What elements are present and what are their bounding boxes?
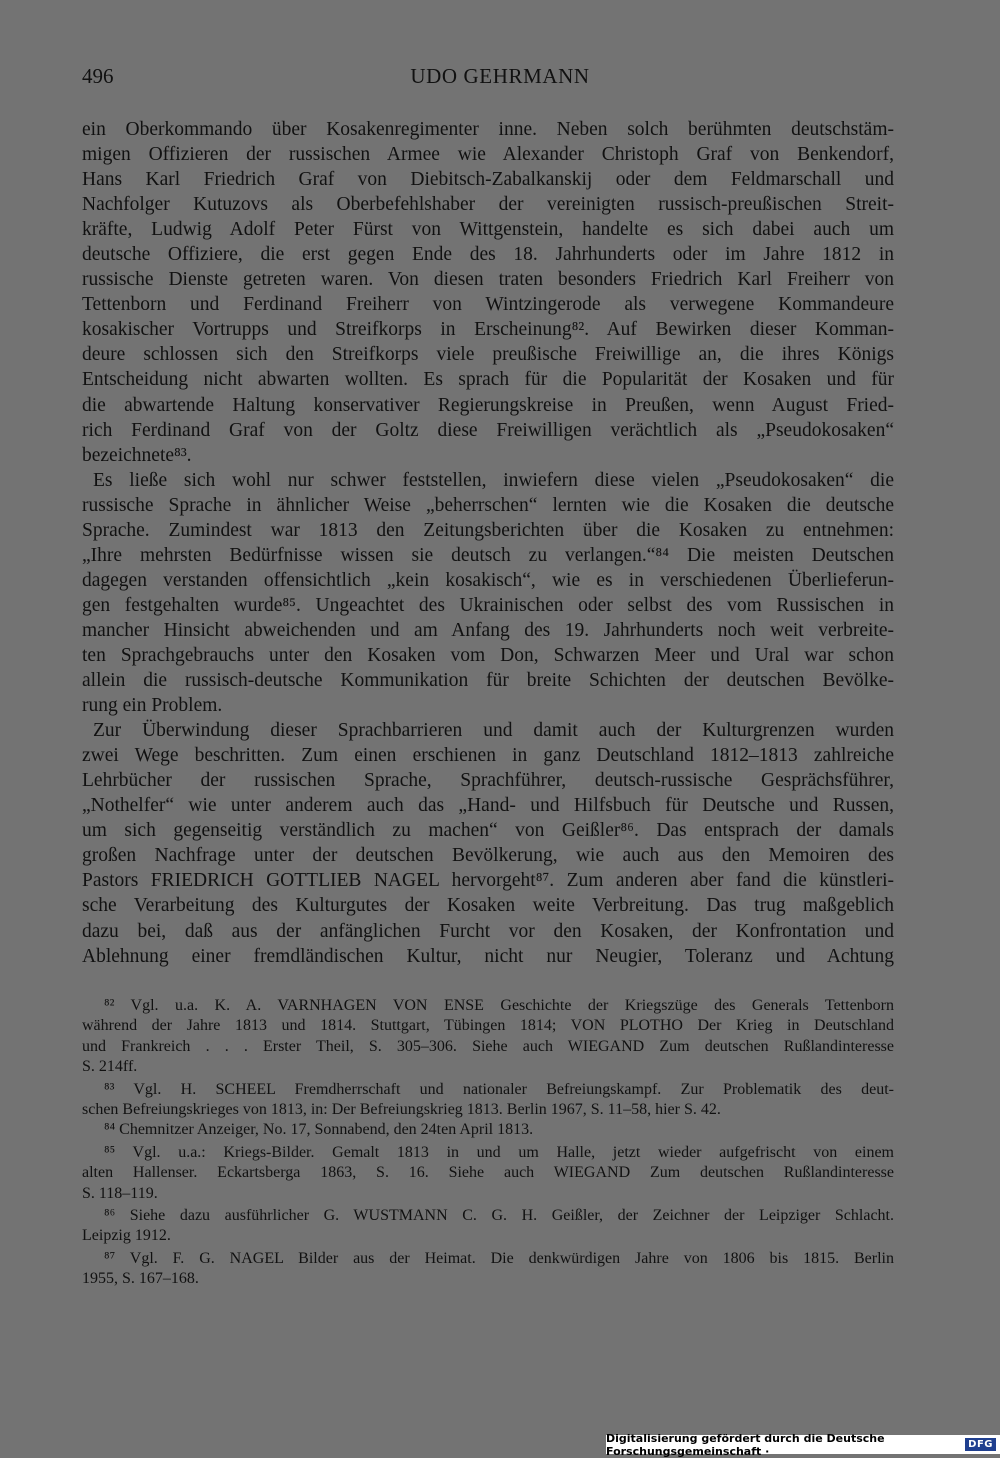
digitization-banner (606, 1431, 1000, 1458)
text-line: migen Offizieren der russischen Armee wie Alexander Christoph Graf von Benkendorf, (82, 144, 894, 166)
footnote-line: ⁸² Vgl. u.a. K. A. VARNHAGEN VON ENSE Geschichte der Kriegszüge des Generals Tettenborn (104, 997, 894, 1014)
text-line: gen festgehalten wurde⁸⁵. Ungeachtet des Ukrainischen oder selbst des vom Russischen in (82, 594, 894, 616)
text-line: mancher Hinsicht abweichenden und am Anfang des 19. Jahrhunderts noch weit verbreite- (82, 619, 894, 641)
text-line: Nachfolger Kutuzovs als Oberbefehlshaber der vereinigten russisch-preußischen Streit- (82, 194, 894, 216)
banner-text: Digitalisierung gefördert durch die Deutsche Forschungsgemeinschaft · (606, 1431, 885, 1458)
text-line: Pastors FRIEDRICH GOTTLIEB NAGEL hervorgeht⁸⁷. Zum anderen aber fand die künstleri- (82, 870, 894, 892)
footnote-line: ⁸⁵ Vgl. u.a.: Kriegs-Bilder. Gemalt 1813 in und um Halle, jetzt wieder aufgefrischt von einem (104, 1143, 894, 1161)
body-text (82, 117, 894, 969)
footnote-line: ⁸⁶ Siehe dazu ausführlicher G. WUSTMANN C. G. H. Geißler, der Zeichner der Leipziger Schlacht. (104, 1206, 894, 1224)
footnote-line: ⁸³ Vgl. H. SCHEEL Fremdherrschaft und nationaler Befreiungskampf. Zur Problematik des deut- (104, 1080, 894, 1098)
text-line: deutsche Offiziere, die erst gegen Ende des 18. Jahrhunderts oder im Jahre 1812 in (82, 244, 894, 266)
text-line: „Ihre mehrsten Bedürfnisse wissen sie deutsch zu verlangen.“⁸⁴ Die meisten Deutschen (82, 544, 894, 566)
text-line: sche Verarbeitung des Kulturgutes der Kosaken weite Verbreitung. Das trug maßgeblich (82, 895, 894, 917)
text-line: rung ein Problem. (82, 695, 223, 717)
text-line: Hans Karl Friedrich Graf von Diebitsch-Zabalkanskij oder dem Feldmarschall und (82, 169, 894, 191)
page-number: 496 (82, 64, 114, 88)
text-line: Entscheidung nicht abwarten wollten. Es sprach für die Popularität der Kosaken und für (82, 369, 894, 391)
footnote-line: während der Jahre 1813 und 1814. Stuttgart, Tübingen 1814; VON PLOTHO Der Krieg in Deutschland (82, 1017, 894, 1035)
footnote-line: S. 214ff. (82, 1058, 138, 1076)
footnote-line: 1955, S. 167–168. (82, 1270, 199, 1288)
text-line: Sprache. Zumindest war 1813 den Zeitungsberichten über die Kosaken zu entnehmen: (82, 519, 894, 541)
footnote-line: ⁸⁴ Chemnitzer Anzeiger, No. 17, Sonnabend, den 24ten April 1813. (104, 1121, 534, 1139)
text-line: Lehrbücher der russischen Sprache, Sprachführer, deutsch-russische Gesprächsführer, (82, 770, 894, 792)
text-line: großen Nachfrage unter der deutschen Bevölkerung, wie auch aus den Memoiren des (82, 845, 894, 867)
text-line: russische Sprache in ähnlicher Weise „beherrschen“ lernten wie die Kosaken die deutsche (82, 494, 894, 516)
text-line: allein die russisch-deutsche Kommunikation für breite Schichten der deutschen Bevölke- (82, 670, 894, 692)
text-line: dazu bei, daß aus der anfänglichen Furcht vor den Kosaken, der Konfrontation und (82, 920, 894, 942)
running-head: UDO GEHRMANN (410, 64, 590, 88)
text-line: kräfte, Ludwig Adolf Peter Fürst von Wittgenstein, handelte es sich dabei auch um (82, 219, 894, 241)
text-line: Ablehnung einer fremdländischen Kultur, nicht nur Neugier, Toleranz und Achtung (82, 945, 894, 967)
text-line: ten Sprachgebrauchs unter den Kosaken vom Don, Schwarzen Meer und Ural war schon (82, 644, 894, 666)
footnote-line: Leipzig 1912. (82, 1227, 171, 1245)
dfg-logo: DFG (965, 1438, 996, 1451)
text-line: Tettenborn und Ferdinand Freiherr von Wintzingerode als verwegene Kommandeure (82, 294, 894, 316)
text-line: „Nothelfer“ wie unter anderem auch das „Hand- und Hilfsbuch für Deutsche und Russen, (82, 795, 894, 817)
footnote-line: S. 118–119. (82, 1184, 158, 1202)
text-line: ein Oberkommando über Kosakenregimenter inne. Neben solch berühmten deutschstäm- (82, 119, 894, 140)
footnote-line: ⁸⁷ Vgl. F. G. NAGEL Bilder aus der Heimat. Die denkwürdigen Jahre von 1806 bis 1815. Berlin (104, 1249, 894, 1267)
text-line: Es ließe sich wohl nur schwer feststellen, inwiefern diese vielen „Pseudokosaken“ die (93, 469, 894, 491)
footnote-line: alten Hallenser. Eckartsberga 1863, S. 16. Siehe auch WIEGAND Zum deutschen Rußlandinteresse (82, 1164, 894, 1182)
text-line: bezeichnete⁸³. (82, 444, 192, 466)
text-line: die abwartende Haltung konservativer Regierungskreise in Preußen, wenn August Fried- (82, 394, 894, 416)
footnotes (82, 996, 894, 1289)
text-line: Zur Überwindung dieser Sprachbarrieren und damit auch der Kulturgrenzen wurden (93, 720, 894, 742)
text-line: zwei Wege beschritten. Zum einen erschienen in ganz Deutschland 1812–1813 zahlreiche (82, 745, 894, 767)
footnote-line: schen Befreiungskrieges von 1813, in: Der Befreiungskrieg 1813. Berlin 1967, S. 11–58, hier S. 42. (82, 1100, 721, 1118)
text-line: dagegen verstanden offensichtlich „kein kosakisch“, wie es in verschiedenen Überlieferun- (82, 569, 894, 591)
footnote-line: und Frankreich . . . Erster Theil, S. 305–306. Siehe auch WIEGAND Zum deutschen Rußlandinteresse (82, 1037, 894, 1055)
text-line: rich Ferdinand Graf von der Goltz diese Freiwilligen verächtlich als „Pseudokosaken“ (82, 419, 894, 441)
text-line: deure schlossen sich den Streifkorps viele preußische Freiwillige an, die ihres Königs (82, 344, 894, 366)
text-line: kosakischer Vortrupps und Streifkorps in Erscheinung⁸². Auf Bewirken dieser Komman- (82, 319, 894, 341)
text-line: um sich gegenseitig verständlich zu machen“ von Geißler⁸⁶. Das entsprach der damals (82, 820, 894, 842)
text-line: russische Dienste getreten waren. Von diesen traten besonders Friedrich Karl Freiherr von (82, 269, 894, 291)
